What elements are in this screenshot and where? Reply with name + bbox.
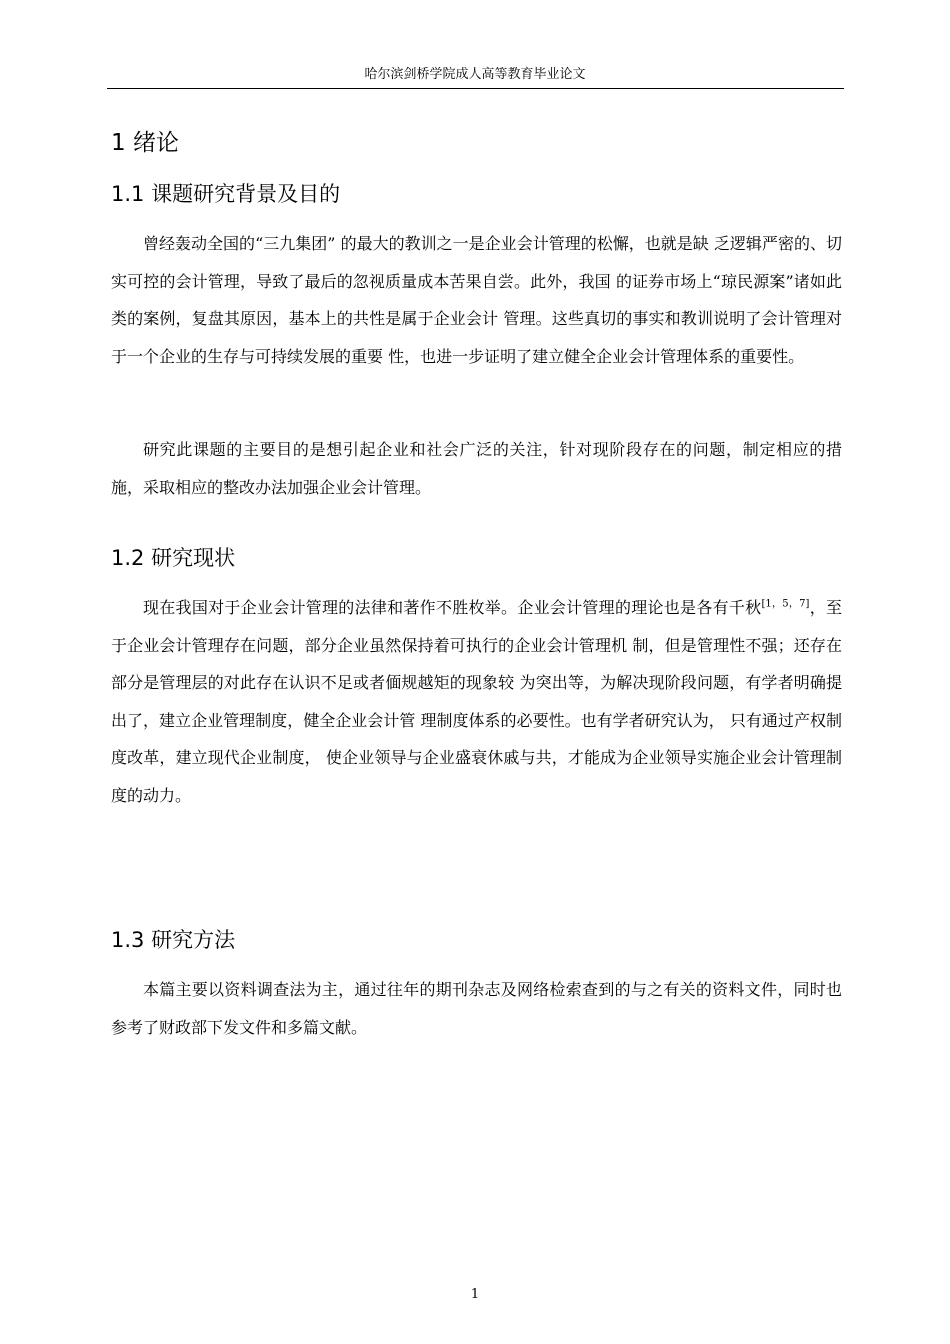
paragraph-background: 曾经轰动全国的“三九集团” 的最大的教训之一是企业会计管理的松懈，也就是缺 乏逻辑严密的、切实可控的会计管理，导致了最后的忽视质量成本苦果自尝。此外，我国 的证券市场上“琼民源案”诸如此类的案例，复盘其原因，基本上的共性是属于企业会计 管理。这些真切的事实和教训说明了会计管理对于一个企业的生存与可持续发展的重要 性，也进一步证明了建立健全企业会计管理体系的重要性。 — [111, 234, 842, 366]
running-header: 哈尔滨剑桥学院成人高等教育毕业论文 — [364, 67, 586, 82]
paragraph-status — [111, 589, 842, 814]
paragraph-purpose: 研究此课题的主要目的是想引起企业和社会广泛的关注，针对现阶段存在的问题，制定相应的措施，采取相应的整改办法加强企业会计管理。 — [111, 440, 842, 497]
section-heading-status: 1.2 研究现状 — [111, 546, 236, 570]
page-number: 1 — [470, 1287, 480, 1302]
section-heading-method: 1.3 研究方法 — [111, 928, 236, 952]
paragraph-status-rest: ，至于企业会计管理存在问题，部分企业虽然保持着可执行的企业会计管理机 制，但是管理性不强；还存在部分是管理层的对此存在认识不足或者偭规越矩的现象较 为突出等，为解决现阶段问题，有学者明确提出了，建立企业管理制度，健全企业会计管 理制度体系的必要性。也有学者研究认为， 只有通过产权制度改革，建立现代企业制度， 使企业领导与企业盛衰休戚与共，才能成为企业领导实施企业会计管理制度的动力。 — [111, 598, 842, 805]
header-divider — [107, 88, 844, 89]
section-heading-background: 1.1 课题研究背景及目的 — [111, 182, 341, 206]
citation-reference: [1，5，7] — [761, 598, 810, 610]
paragraph-status-lead: 现在我国对于企业会计管理的法律和著作不胜枚举。企业会计管理的理论也是各有千秋 — [143, 598, 762, 617]
paragraph-method: 本篇主要以资料调查法为主，通过往年的期刊杂志及网络检索查到的与之有关的资料文件，同时也参考了财政部下发文件和多篇文献。 — [111, 980, 842, 1037]
chapter-heading: 1 绪论 — [111, 130, 179, 156]
